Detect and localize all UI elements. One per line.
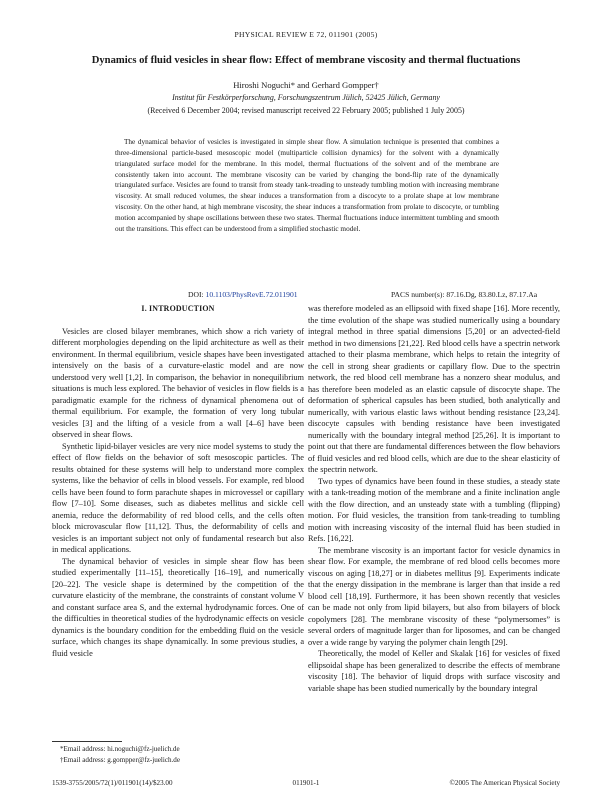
paragraph: The dynamical behavior of vesicles in simple shear flow has been studied experimentally [11–15], theoretically [16–19], and numerically [20–22]. The vesicle shape is determined by the competition of the curvature elasticity of the membrane, the constraints of constant volume V and constant surface area S, and the external hydrodynamic forces. One of the difficulties in theoretical studies of the hydrodynamic effects on vesicle dynamics is the boundary condition for the embedding fluid on the vesicle surface, which changes its shape dynamically. In some previous studies, a fluid vesicle (52, 556, 304, 658)
doi-line (188, 290, 298, 299)
footnote-email-1: *Email address: hi.noguchi@fz-juelich.de (60, 745, 180, 753)
footnote-divider (52, 741, 122, 742)
footer-copyright: ©2005 The American Physical Society (449, 779, 560, 787)
abstract: The dynamical behavior of vesicles is investigated in simple shear flow. A simulation technique is presented that combines a three-dimensional particle-based mesoscopic model (multiparticle collision dynamics) for the solvent with a dynamically triangulated surface model for the membrane. In this model, thermal fluctuations of the solvent and of the membrane are consistently taken into account. The membrane viscosity can be varied by changing the bond-flip rate of the dynamically triangulated surface. Vesicles are found to transit from steady tank-treading to unsteady tumbling motion with increasing membrane viscosity. At small reduced volumes, the shear induces a transformation from a discocyte to a prolate shape at low membrane viscosity. On the other hand, at high membrane viscosity, the shear induces a transformation from prolate to discocyte, or tumbling motion accompanied by shape oscillations between these two states. Thermal fluctuations induce intermittent tumbling and smooth out the transitions. This effect can be understood from a simplified stochastic model. (115, 138, 499, 233)
paragraph: Vesicles are closed bilayer membranes, which show a rich variety of different morphologies depending on the lipid architecture as well as their environment. In thermal equilibrium, vesicle shapes have been investigated intensively on the basis of a curvature-elastic model and are now understood very well [1,2]. In comparison, the behavior in nonequilibrium situations is much less explored. The behavior of vesicles in flow fields is a paradigmatic example for the richness of dynamical phenomena out of thermal equilibrium. For example, the formation of very long tubular vesicles [3] and the lifting of a vesicle from a wall [4–6] have been observed in shear flows. (52, 326, 304, 439)
footer-page-number: 011901-1 (292, 779, 320, 787)
doi-label: DOI: (188, 290, 204, 299)
right-column (308, 303, 560, 694)
pacs-numbers: PACS number(s): 87.16.Dg, 83.80.Lz, 87.17.Aa (391, 290, 538, 299)
doi-link[interactable]: 10.1103/PhysRevE.72.011901 (205, 290, 298, 299)
section-heading: I. INTRODUCTION (141, 304, 215, 313)
footnotes (52, 744, 304, 765)
running-head: PHYSICAL REVIEW E 72, 011901 (2005) (234, 30, 378, 39)
paragraph: The membrane viscosity is an important factor for vesicle dynamics in shear flow. For example, the membrane of red blood cells becomes more viscous on aging [18,27] or in diabetes mellitus [9]. Experiments indicate that the energy dissipation in the membrane is larger than that inside a red blood cell [18,19]. Furthermore, it has been shown recently that vesicles can be made not only from lipid bilayers, but also from bilayers of block copolymers [28]. The membrane viscosity of these “polymersomes” is several orders of magnitude larger than for liposomes, and can be changed over a wide range by varying the polymer chain length [29]. (308, 545, 560, 647)
author-list: Hiroshi Noguchi* and Gerhard Gompper† (233, 80, 379, 90)
footer-issn: 1539-3755/2005/72(1)/011901(14)/$23.00 (52, 779, 173, 787)
affiliation: Institut für Festkörperforschung, Forschungszentrum Jülich, 52425 Jülich, Germany (172, 93, 440, 102)
paragraph: was therefore modeled as an ellipsoid with fixed shape [16]. More recently, the time evolution of the shape was studied numerically using a boundary integral method in three spatial dimensions [5,20] or an advected-field method in two dimensions [21,22]. Red blood cells have a spectrin network attached to their plasma membrane, which helps to retain the integrity of the cell in strong shear gradients or capillary flow. Due to the spectrin network, the red blood cell membrane has a nonzero shear modulus, and has therefore been modeled as an elastic capsule of discocyte shape. The deformation of spherical capsules has been studied, both analytically and numerically, with various elastic laws without bending resistance [23,24]. discocyte capsules with bending resistance have been investigated numerically with the boundary integral method [25,26]. It is important to point out that there are fundamental differences between the flow behaviors of fluid vesicles and red blood cells, which are due to the shear elasticity of the spectrin network. (308, 304, 560, 474)
paper-title: Dynamics of fluid vesicles in shear flow: Effect of membrane viscosity and thermal fluctuations (91, 55, 521, 66)
left-column (52, 303, 304, 659)
paragraph: Synthetic lipid-bilayer vesicles are very nice model systems to study the effect of flow fields on the behavior of soft mesoscopic particles. The results obtained for these systems will help to understand more complex systems, like the behavior of cells in blood vessels. For example, red blood cells have been found to form parachute shapes in microvessel or capillary flow [7–10]. Some diseases, such as diabetes mellitus and sickle cell anemia, reduce the deformability of red blood cells, and the cells often block microvascular flow [11,12]. Thus, the deformability of cells and vesicles is an important subject not only of fundamental research but also in medical applications. (52, 441, 304, 554)
paragraph: Theoretically, the model of Keller and Skalak [16] for vesicles of fixed ellipsoidal shape has been generalized to describe the effects of membrane viscosity [18]. The behavior of liquid drops with surface viscosity and variable shape has been studied numerically by the boundary integral (308, 649, 560, 693)
publication-dates: (Received 6 December 2004; revised manuscript received 22 February 2005; published 1 July 2005) (147, 106, 465, 115)
footnote-email-2: †Email address: g.gompper@fz-juelich.de (60, 755, 180, 764)
paragraph: Two types of dynamics have been found in these studies, a steady state with a tank-treading motion of the membrane and a finite inclination angle with the flow direction, and an unsteady state with a tumbling (flipping) motion. For fluid vesicles, the transition from tank-treading to tumbling motion with increasing viscosity of the internal fluid has been studied in Refs. [16,22]. (308, 476, 560, 543)
